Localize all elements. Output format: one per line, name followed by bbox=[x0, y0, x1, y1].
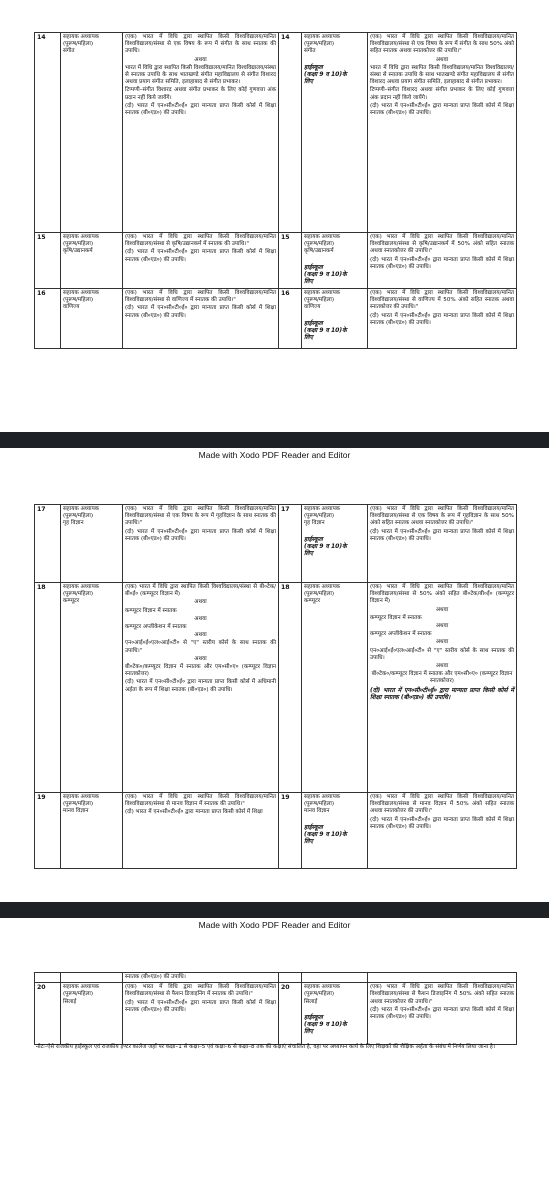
post-line: सहायक अध्यापक bbox=[304, 290, 341, 296]
existing-qualification bbox=[123, 793, 279, 869]
watermark-text: Made with Xodo PDF Reader and Editor bbox=[198, 920, 351, 930]
post-line: गृह विज्ञान bbox=[63, 520, 84, 527]
highschool-line: लिए bbox=[304, 837, 313, 845]
watermark-text: Made with Xodo PDF Reader and Editor bbox=[198, 450, 351, 460]
post-name bbox=[302, 793, 368, 869]
qualification-paragraph: (एक) भारत में विधि द्वारा स्थापित किसी विश्वविद्यालय/मानित विश्वविद्यालय/संस्था से एक विषय के रूप में संगीत के साथ 50% अंको सहित स्नातक अथवा स्नातकोत्तर की उपाधि।" bbox=[370, 34, 514, 55]
table-row bbox=[35, 33, 517, 233]
qualification-paragraph: (एक) भारत में विधि द्वारा स्थापित किसी विश्वविद्यालय/मानित विश्वविद्यालय/संस्था से 50% अंको सहित बी०टेक/बी०ई० (कम्प्यूटर विज्ञान में) bbox=[370, 584, 514, 605]
post-line: सिलाई bbox=[63, 998, 77, 1005]
post-line: वाणिज्य bbox=[304, 304, 321, 311]
post-line: (पुरूष/महिला) bbox=[63, 241, 94, 248]
highschool-line: (कक्षा 9 व 10)के bbox=[304, 326, 347, 334]
qualification-paragraph: (एक) भारत में विधि द्वारा स्थापित किसी विश्वविद्यालय/मानित विश्वविद्यालय/संस्था से एक विषय के रूप में गृहविज्ञान के साथ स्नातक की उपाधि।" bbox=[125, 506, 276, 527]
highschool-line: लिए bbox=[304, 77, 313, 85]
highschool-line: हाईस्कूल bbox=[304, 823, 323, 831]
highschool-line: हाईस्कूल bbox=[304, 263, 323, 271]
amended-qualification bbox=[368, 983, 517, 1045]
qualification-paragraph: (एक) भारत में विधि द्वारा स्थापित किसी विश्वविद्यालय/मानित विश्वविद्यालय/संस्था से फैशन डिजाइनिंग में स्नातक की उपाधि।" bbox=[125, 984, 276, 998]
serial-number: 20 bbox=[279, 983, 302, 1045]
qualification-paragraph: (एक) भारत में विधि द्वारा स्थापित किसी विश्वविद्यालय/मानित विश्वविद्यालय/संस्था से वाणिज्य में स्नातक की उपाधि।" bbox=[125, 290, 276, 304]
qualification-paragraph: कम्प्यूटर विज्ञान में स्नातक bbox=[370, 614, 422, 621]
serial-number: 20 bbox=[35, 983, 61, 1045]
amended-qualification bbox=[368, 505, 517, 583]
post-name bbox=[302, 289, 368, 349]
qualification-paragraph: (एक) भारत में विधि द्वारा स्थापित किसी विश्वविद्यालय/मानित विश्वविद्यालय/संस्था से कृषि/उद्यानकर्म में स्नातक की उपाधि।" bbox=[125, 234, 276, 248]
qualification-table-page-2 bbox=[34, 504, 517, 869]
post-line: (पुरूष/महिला) bbox=[63, 801, 94, 808]
qualification-paragraph: अथवा bbox=[194, 599, 207, 606]
qualification-paragraph: (दो) भारत में एन०सी०टी०ई० द्वारा मान्यता प्राप्त किसी कोर्स में शिक्षा स्नातक (बी०एड०) की उपाधि। bbox=[125, 528, 276, 542]
continued-qualification-text: स्नातक (बी०एड०) की उपाधि। bbox=[123, 973, 279, 983]
qualification-paragraph: अथवा bbox=[435, 663, 449, 670]
post-line: कृषि/उद्यानकर्म bbox=[304, 248, 334, 255]
pdf-page-2 bbox=[0, 480, 549, 902]
post-line: सहायक अध्यापक bbox=[63, 234, 100, 240]
highschool-label bbox=[304, 64, 365, 85]
qualification-paragraph: अथवा bbox=[194, 655, 207, 662]
serial-number: 17 bbox=[35, 505, 61, 583]
post-line: सहायक अध्यापक bbox=[63, 290, 100, 296]
highschool-line: (कक्षा 9 व 10)के bbox=[304, 830, 347, 838]
existing-qualification bbox=[123, 505, 279, 583]
post-line: (पुरूष/महिला) bbox=[63, 591, 94, 598]
post-line: (पुरूष/महिला) bbox=[304, 241, 335, 248]
serial-number: 14 bbox=[35, 33, 61, 233]
highschool-line: हाईस्कूल bbox=[304, 319, 323, 327]
amended-qualification bbox=[368, 289, 517, 349]
qualification-paragraph: बी०टेक०/कम्प्यूटर विज्ञान में स्नातक और एम०सी०ए० (कम्प्यूटर विज्ञान स्नातकोत्तर) bbox=[125, 664, 276, 678]
post-line: सहायक अध्यापक bbox=[304, 584, 341, 590]
highschool-label bbox=[304, 1014, 365, 1035]
table-row bbox=[35, 505, 517, 583]
pdf-page-1 bbox=[0, 0, 549, 432]
highschool-label bbox=[304, 264, 365, 285]
amended-qualification bbox=[368, 793, 517, 869]
post-name bbox=[61, 505, 123, 583]
serial-number: 18 bbox=[35, 583, 61, 793]
post-name bbox=[302, 983, 368, 1045]
post-line: (पुरूष/महिला) bbox=[63, 41, 94, 48]
post-line: सहायक अध्यापक bbox=[63, 506, 100, 512]
post-line: सहायक अध्यापक bbox=[304, 794, 341, 800]
page-separator-bar bbox=[0, 902, 549, 918]
post-line: (पुरूष/महिला) bbox=[304, 513, 335, 520]
post-name bbox=[302, 233, 368, 289]
page-separator-bar bbox=[0, 432, 549, 448]
post-line: (पुरूष/महिला) bbox=[63, 513, 94, 520]
highschool-line: हाईस्कूल bbox=[304, 535, 323, 543]
serial-number: 17 bbox=[279, 505, 302, 583]
qualification-paragraph: (दो) भारत में एन०सी०टी०ई० द्वारा मान्यता प्राप्त किसी कोर्स में शिक्षा स्नातक (बी०एड०) की उपाधि। bbox=[370, 816, 514, 830]
highschool-line: (कक्षा 9 व 10)के bbox=[304, 70, 347, 78]
highschool-line: हाईस्कूल bbox=[304, 63, 323, 71]
qualification-paragraph: टिप्पणी–संगीत विशारद अथवा संगीत प्रभाकर के लिए कोई गुणवत्ता अंक प्रदान नहीं किये जायेंगे। bbox=[125, 87, 276, 101]
post-line: कृषि/उद्यानकर्म bbox=[63, 248, 93, 255]
qualification-paragraph: अथवा bbox=[194, 615, 207, 622]
post-line: (पुरूष/महिला) bbox=[304, 801, 335, 808]
qualification-paragraph: अथवा bbox=[435, 639, 449, 646]
serial-number: 18 bbox=[279, 583, 302, 793]
highschool-label bbox=[304, 824, 365, 845]
serial-number: 14 bbox=[279, 33, 302, 233]
post-line: (पुरूष/महिला) bbox=[304, 991, 335, 998]
post-line: सहायक अध्यापक bbox=[304, 34, 341, 40]
qualification-paragraph: (दो) भारत में एन०सी०टी०ई० द्वारा मान्यता प्राप्त किसी कोर्स में शिक्षा स्नातक (बी०एड०) की उपाधि। bbox=[125, 102, 276, 117]
highschool-label bbox=[304, 320, 365, 341]
highschool-line: लिए bbox=[304, 277, 313, 285]
qualification-paragraph: (दो) भारत में एन०सी०टी०ई० द्वारा मान्यता प्राप्त किसी कोर्स में शिक्षा स्नातक (बी०एड०) की उपाधि। bbox=[370, 102, 514, 117]
serial-number: 19 bbox=[35, 793, 61, 869]
qualification-paragraph: (दो) भारत में एन०सी०टी०ई० द्वारा मान्यता प्राप्त किसी कोर्स में शिक्षा स्नातक (बी०एड०) की उपाधि। bbox=[370, 256, 514, 270]
amended-qualification bbox=[368, 583, 517, 793]
post-line: वाणिज्य bbox=[63, 304, 80, 311]
existing-qualification bbox=[123, 33, 279, 233]
existing-qualification bbox=[123, 289, 279, 349]
post-line: सिलाई bbox=[304, 998, 318, 1005]
post-line: सहायक अध्यापक bbox=[63, 584, 100, 590]
post-name bbox=[302, 583, 368, 793]
qualification-paragraph: (दो) भारत में एन०सी०टी०ई० द्वारा मान्यता प्राप्त किसी कोर्स में शिक्षा bbox=[125, 809, 263, 816]
existing-qualification bbox=[123, 583, 279, 793]
amended-qualification bbox=[368, 233, 517, 289]
post-line: (पुरूष/महिला) bbox=[63, 991, 94, 998]
post-name bbox=[61, 289, 123, 349]
highschool-line: लिए bbox=[304, 549, 313, 557]
qualification-paragraph: (एक) भारत में विधि द्वारा स्थापित किसी विश्वविद्यालय/मानित विश्वविद्यालय/संस्था से वाणिज्य में 50% अंको सहित स्नातक अथवा स्नातकोत्तर की उपाधि।" bbox=[370, 290, 514, 311]
post-name bbox=[302, 33, 368, 233]
post-line: कम्प्यूटर bbox=[304, 598, 321, 605]
table-row bbox=[35, 983, 517, 1045]
post-name bbox=[61, 793, 123, 869]
qualification-paragraph: अथवा bbox=[194, 632, 207, 639]
post-line: (पुरूष/महिला) bbox=[63, 297, 94, 304]
post-line: संगीत bbox=[304, 48, 316, 55]
table-row bbox=[35, 583, 517, 793]
qualification-paragraph: अथवा bbox=[435, 623, 449, 630]
qualification-paragraph: (दो) भारत में एन०सी०टी०ई० द्वारा मान्यता प्राप्त किसी कोर्स में शिक्षा स्नातक (बी०एड०) की उपाधि। bbox=[125, 249, 276, 263]
table-row-continued bbox=[35, 973, 517, 983]
post-name bbox=[61, 233, 123, 289]
qualification-paragraph: बी०टेक०/कम्प्यूटर विज्ञान में स्नातक और एम०सी०ए० (कम्प्यूटर विज्ञान स्नातकोत्तर) bbox=[371, 671, 513, 685]
footnote-text: नोटः–ऐसे राजकीय हाईस्कूल एवं राजकीय इण्टर कालेज जहाँ पर कक्षा–1 से कक्षा–5 एवं कक्षा–6 से कक्षा–8 तक की कक्षाएं संचालित है, वहा पर अध्यापन कार्य के लिए शिक्षकों की शैक्षिक अर्हता के संबंध में निर्णय लिया जाना है। bbox=[36, 1044, 496, 1050]
post-line: मानव विज्ञान bbox=[63, 808, 89, 815]
post-name bbox=[302, 505, 368, 583]
qualification-paragraph: अथवा bbox=[194, 56, 207, 63]
highschool-label bbox=[304, 536, 365, 557]
post-name bbox=[61, 33, 123, 233]
qualification-paragraph: भारत में विधि द्वारा स्थापित किसी विश्वविद्यालय/मानित विश्वविद्यालय/संस्था से स्नातक उपाधि के साथ भातखण्डे संगीत महाविद्यालय से संगीत विशारद अथवा प्रयाग संगीत समिति, इलाहाबाद से संगीत प्रभाकर। bbox=[125, 64, 276, 86]
table-row bbox=[35, 233, 517, 289]
qualification-paragraph: (दो) भारत में एन०सी०टी०ई० द्वारा मान्यता प्राप्त किसी कोर्स में शिक्षा स्नातक (बी०एड०) की उपाधि। bbox=[125, 305, 276, 319]
post-line: सहायक अध्यापक bbox=[304, 506, 341, 512]
post-line: सहायक अध्यापक bbox=[63, 984, 100, 991]
qualification-paragraph: (एक) भारत में विधि द्वारा स्थापित किसी विश्वविद्यालय/संस्था से बी०टेक/बी०ई० (कम्प्यूटर विज्ञान में) bbox=[125, 584, 276, 598]
qualification-paragraph: एन०आई०ई०एल०आई०टी० से "ए" स्तरीय कोर्स के साथ स्नातक की उपाधि। bbox=[370, 647, 514, 661]
qualification-paragraph: (दो) भारत में एन०सी०टी०ई० द्वारा मान्यता प्राप्त किसी कोर्स में शिक्षा स्नातक (बी०एड०) की उपाधि। bbox=[370, 1006, 514, 1021]
post-line: सहायक अध्यापक bbox=[304, 984, 341, 991]
qualification-paragraph: कम्प्यूटर विज्ञान में स्नातक bbox=[125, 607, 177, 614]
serial-number: 16 bbox=[279, 289, 302, 349]
post-line: मानव विज्ञान bbox=[304, 808, 330, 815]
qualification-paragraph: (एक) भारत में विधि द्वारा स्थापित किसी विश्वविद्यालय/मानित विश्वविद्यालय/संस्था से एक विषय के रूप में संगीत के साथ स्नातक की उपाधि। bbox=[125, 34, 276, 55]
serial-number: 19 bbox=[279, 793, 302, 869]
post-line: (पुरूष/महिला) bbox=[304, 297, 335, 304]
pdf-page-3 bbox=[0, 948, 549, 1200]
qualification-paragraph: (एक) भारत में विधि द्वारा स्थापित किसी विश्वविद्यालय/मानित विश्वविद्यालय/संस्था से फैशन डिजाइनिंग में 50% अंको सहित स्नातक अथवा स्नातकोत्तर की उपाधि।" bbox=[370, 984, 514, 1005]
qualification-paragraph: कम्प्यूटर अप्लीकेशन में स्नातक bbox=[370, 631, 432, 638]
table-row bbox=[35, 289, 517, 349]
qualification-paragraph: टिप्पणी–संगीत विशारद अथवा संगीत प्रभाकर के लिए कोई गुणवत्ता अंक प्रदान नहीं किये जायेंगे। bbox=[370, 87, 514, 101]
post-line: संगीत bbox=[63, 48, 75, 55]
qualification-table-page-3 bbox=[34, 972, 517, 1045]
post-line: (पुरूष/महिला) bbox=[304, 591, 335, 598]
qualification-paragraph: (दो) भारत में एन०सी०टी०ई० द्वारा मान्यता प्राप्त किसी कोर्स में शिक्षा स्नातक (बी०एड०) की उपाधि। bbox=[370, 686, 514, 701]
highschool-line: लिए bbox=[304, 333, 313, 341]
post-name bbox=[61, 983, 123, 1045]
qualification-paragraph: (दो) भारत में एन०सी०टी०ई० द्वारा मान्यता प्राप्त किसी कोर्स में शिक्षा स्नातक (बी०एड०) की उपाधि। bbox=[125, 999, 276, 1013]
highschool-line: (कक्षा 9 व 10)के bbox=[304, 542, 347, 550]
qualification-paragraph: (दो) भारत में एन०सी०टी०ई० द्वारा मान्यता प्राप्त किसी कोर्स में शिक्षा स्नातक (बी०एड०) की उपाधि। bbox=[370, 312, 514, 326]
post-line: सहायक अध्यापक bbox=[304, 234, 341, 240]
post-line: सहायक अध्यापक bbox=[63, 794, 100, 800]
highschool-line: हाईस्कूल bbox=[304, 1013, 323, 1021]
qualification-paragraph: (दो) भारत में एन०सी०टी०ई० द्वारा मान्यता प्राप्त किसी कोर्स में अधिमानी अर्हता के रूप में शिक्षा स्नातक (बी०एड०) की उपाधि। bbox=[125, 679, 276, 693]
qualification-paragraph: (एक) भारत में विधि द्वारा स्थापित किसी विश्वविद्यालय/मानित विश्वविद्यालय/संस्था से मानव विज्ञान में 50% अंको सहित स्नातक अथवा स्नातकोत्तर की उपाधि।" bbox=[370, 794, 514, 815]
post-name bbox=[61, 583, 123, 793]
qualification-paragraph: (एक) भारत में विधि द्वारा स्थापित किसी विश्वविद्यालय/मानित विश्वविद्यालय/संस्था से मानव विज्ञान में स्नातक की उपाधि।" bbox=[125, 794, 276, 808]
serial-number: 16 bbox=[35, 289, 61, 349]
serial-number: 15 bbox=[279, 233, 302, 289]
highschool-line: (कक्षा 9 व 10)के bbox=[304, 1020, 347, 1028]
qualification-paragraph: (दो) भारत में एन०सी०टी०ई० द्वारा मान्यता प्राप्त किसी कोर्स में शिक्षा स्नातक (बी०एड०) की उपाधि। bbox=[370, 528, 514, 542]
post-line: सहायक अध्यापक bbox=[63, 34, 100, 40]
highschool-line: (कक्षा 9 व 10)के bbox=[304, 270, 347, 278]
existing-qualification bbox=[123, 233, 279, 289]
qualification-paragraph: अथवा bbox=[435, 606, 449, 613]
highschool-line: लिए bbox=[304, 1027, 313, 1035]
existing-qualification bbox=[123, 983, 279, 1045]
post-line: कम्प्यूटर bbox=[63, 598, 80, 605]
serial-number: 15 bbox=[35, 233, 61, 289]
qualification-paragraph: (एक) भारत में विधि द्वारा स्थापित किसी विश्वविद्यालय/मानित विश्वविद्यालय/संस्था से कृषि/उद्यानकर्म में 50% अंको सहित स्नातक अथवा स्नातकोत्तर की उपाधि।" bbox=[370, 234, 514, 255]
qualification-paragraph: भारत में विधि द्वारा स्थापित किसी विश्वविद्यालय/मानित विश्वविद्यालय/संस्था से स्नातक उपाधि के साथ भातखण्डे संगीत महाविद्यालय से संगीत विशारद अथवा प्रयाग संगीत समिति, इलाहाबाद से संगीत प्रभाकर। bbox=[370, 64, 514, 86]
post-line: (पुरूष/महिला) bbox=[304, 41, 335, 48]
table-row bbox=[35, 793, 517, 869]
qualification-paragraph: अथवा bbox=[435, 56, 449, 63]
qualification-paragraph: (एक) भारत में विधि द्वारा स्थापित किसी विश्वविद्यालय/मानित विश्वविद्यालय/संस्था से एक विषय के रूप में गृहविज्ञान के साथ 50% अंको सहित स्नातक अथवा स्नातकोत्तर की उपाधि।" bbox=[370, 506, 514, 527]
qualification-paragraph: कम्प्यूटर अप्लीकेशन में स्नातक bbox=[125, 624, 187, 631]
post-line: गृह विज्ञान bbox=[304, 520, 325, 527]
amended-qualification bbox=[368, 33, 517, 233]
qualification-paragraph: एन०आई०ई०एल०आई०टी० से "ए" स्तरीय कोर्स के साथ स्नातक की उपाधि।" bbox=[125, 640, 276, 654]
qualification-table-page-1 bbox=[34, 32, 517, 349]
